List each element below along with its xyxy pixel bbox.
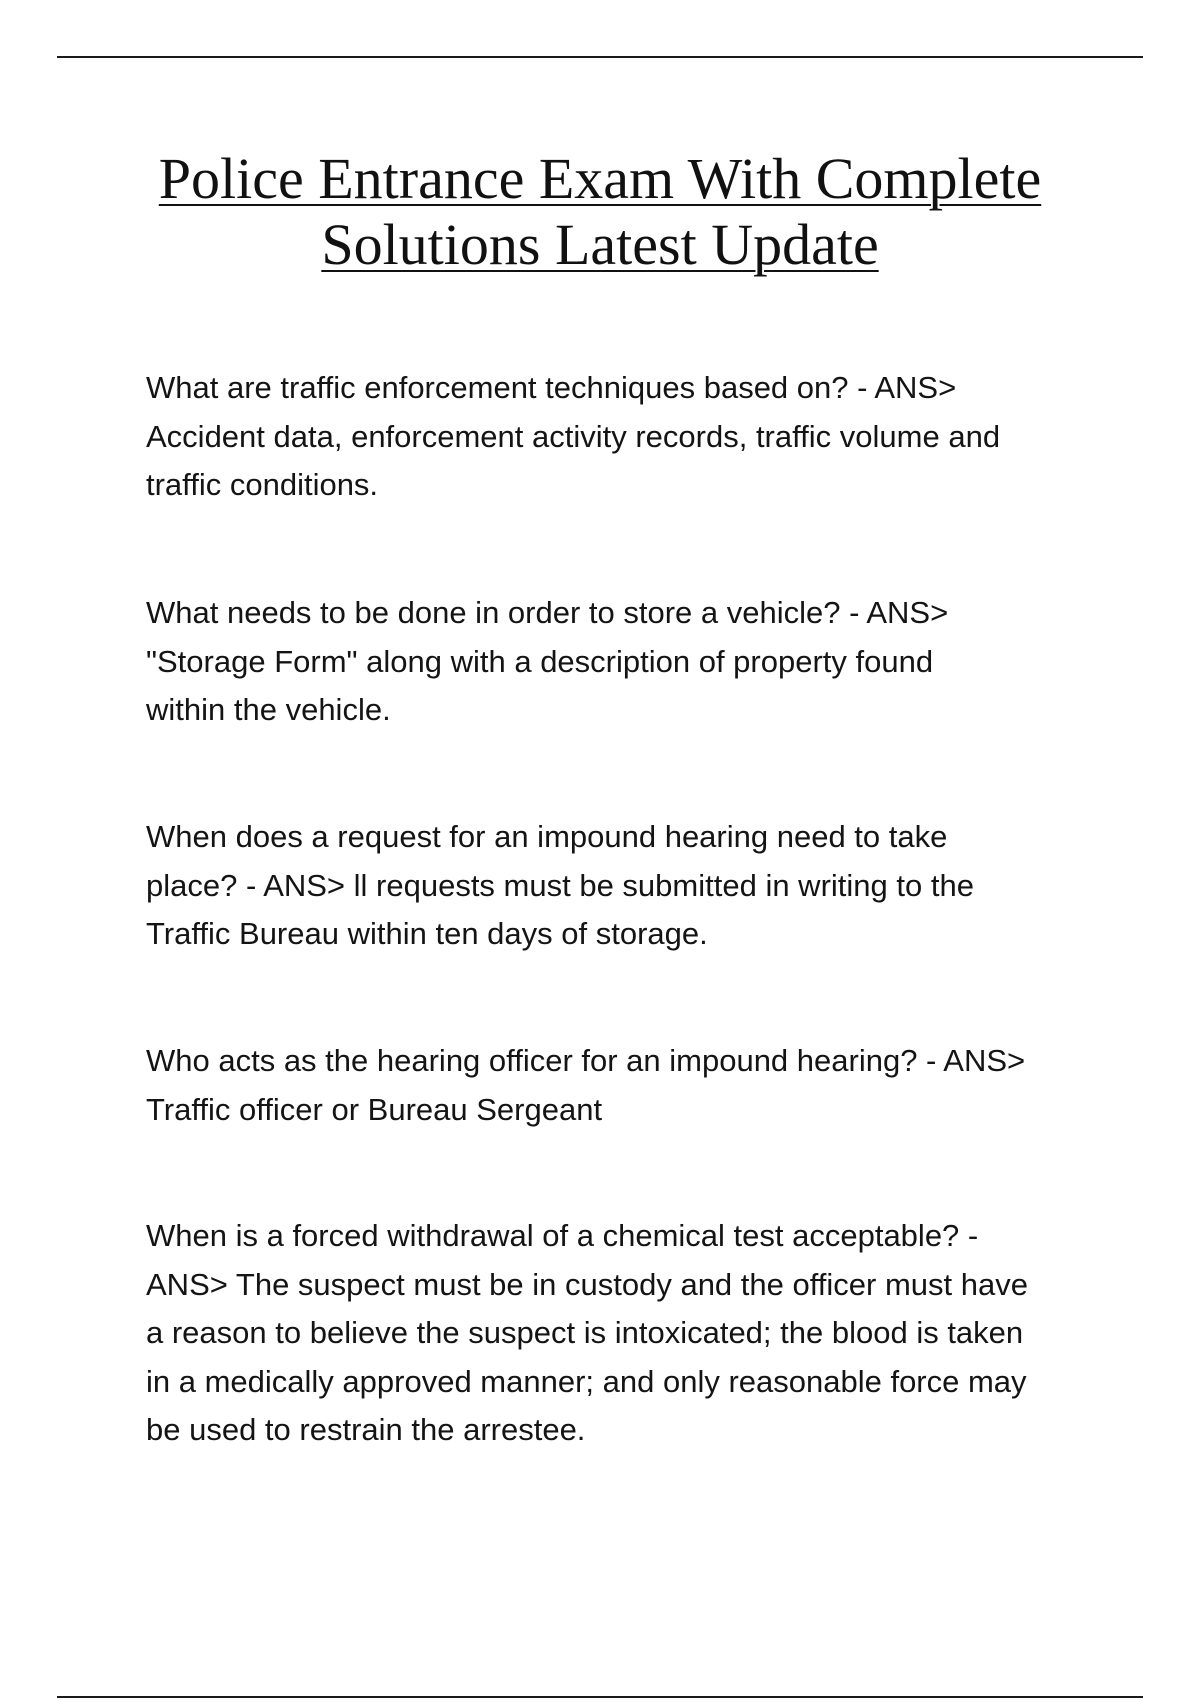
bottom-divider (57, 1696, 1143, 1698)
qa-item-4 (146, 1037, 1096, 1134)
qa-item-2 (146, 589, 1096, 735)
qa-line: a reason to believe the suspect is intoxicated; the blood is taken (146, 1315, 1024, 1350)
qa-line: ANS> The suspect must be in custody and the officer must have (146, 1266, 1028, 1302)
qa-item-5 (146, 1212, 1096, 1455)
qa-line: Accident data, enforcement activity records, traffic volume and (146, 418, 1001, 454)
qa-line: place? - ANS> ll requests must be submitted in writing to the (146, 867, 974, 903)
qa-line: When is a forced withdrawal of a chemical test acceptable? - (146, 1218, 979, 1253)
qa-line: Who acts as the hearing officer for an impound hearing? - ANS> (146, 1043, 1026, 1078)
qa-line: Traffic Bureau within ten days of storage. (146, 916, 708, 951)
qa-item-1 (146, 364, 1096, 510)
document-title-line: Police Entrance Exam With Complete (158, 146, 1042, 211)
qa-line: Traffic officer or Bureau Sergeant (146, 1091, 603, 1127)
document-title (100, 146, 1100, 278)
qa-item-3 (146, 813, 1096, 959)
qa-line: traffic conditions. (146, 467, 379, 502)
document-title-line: Solutions Latest Update (321, 212, 879, 277)
qa-line: in a medically approved manner; and only reasonable force may (146, 1363, 1027, 1399)
qa-line: What are traffic enforcement techniques based on? - ANS> (146, 370, 957, 405)
qa-line: "Storage Form" along with a description of property found (146, 643, 934, 679)
qa-line: within the vehicle. (146, 692, 391, 727)
qa-line: What needs to be done in order to store a vehicle? - ANS> (146, 595, 949, 630)
qa-line: When does a request for an impound hearing need to take (146, 819, 948, 854)
top-divider (57, 56, 1143, 58)
qa-line: be used to restrain the arrestee. (146, 1412, 586, 1447)
